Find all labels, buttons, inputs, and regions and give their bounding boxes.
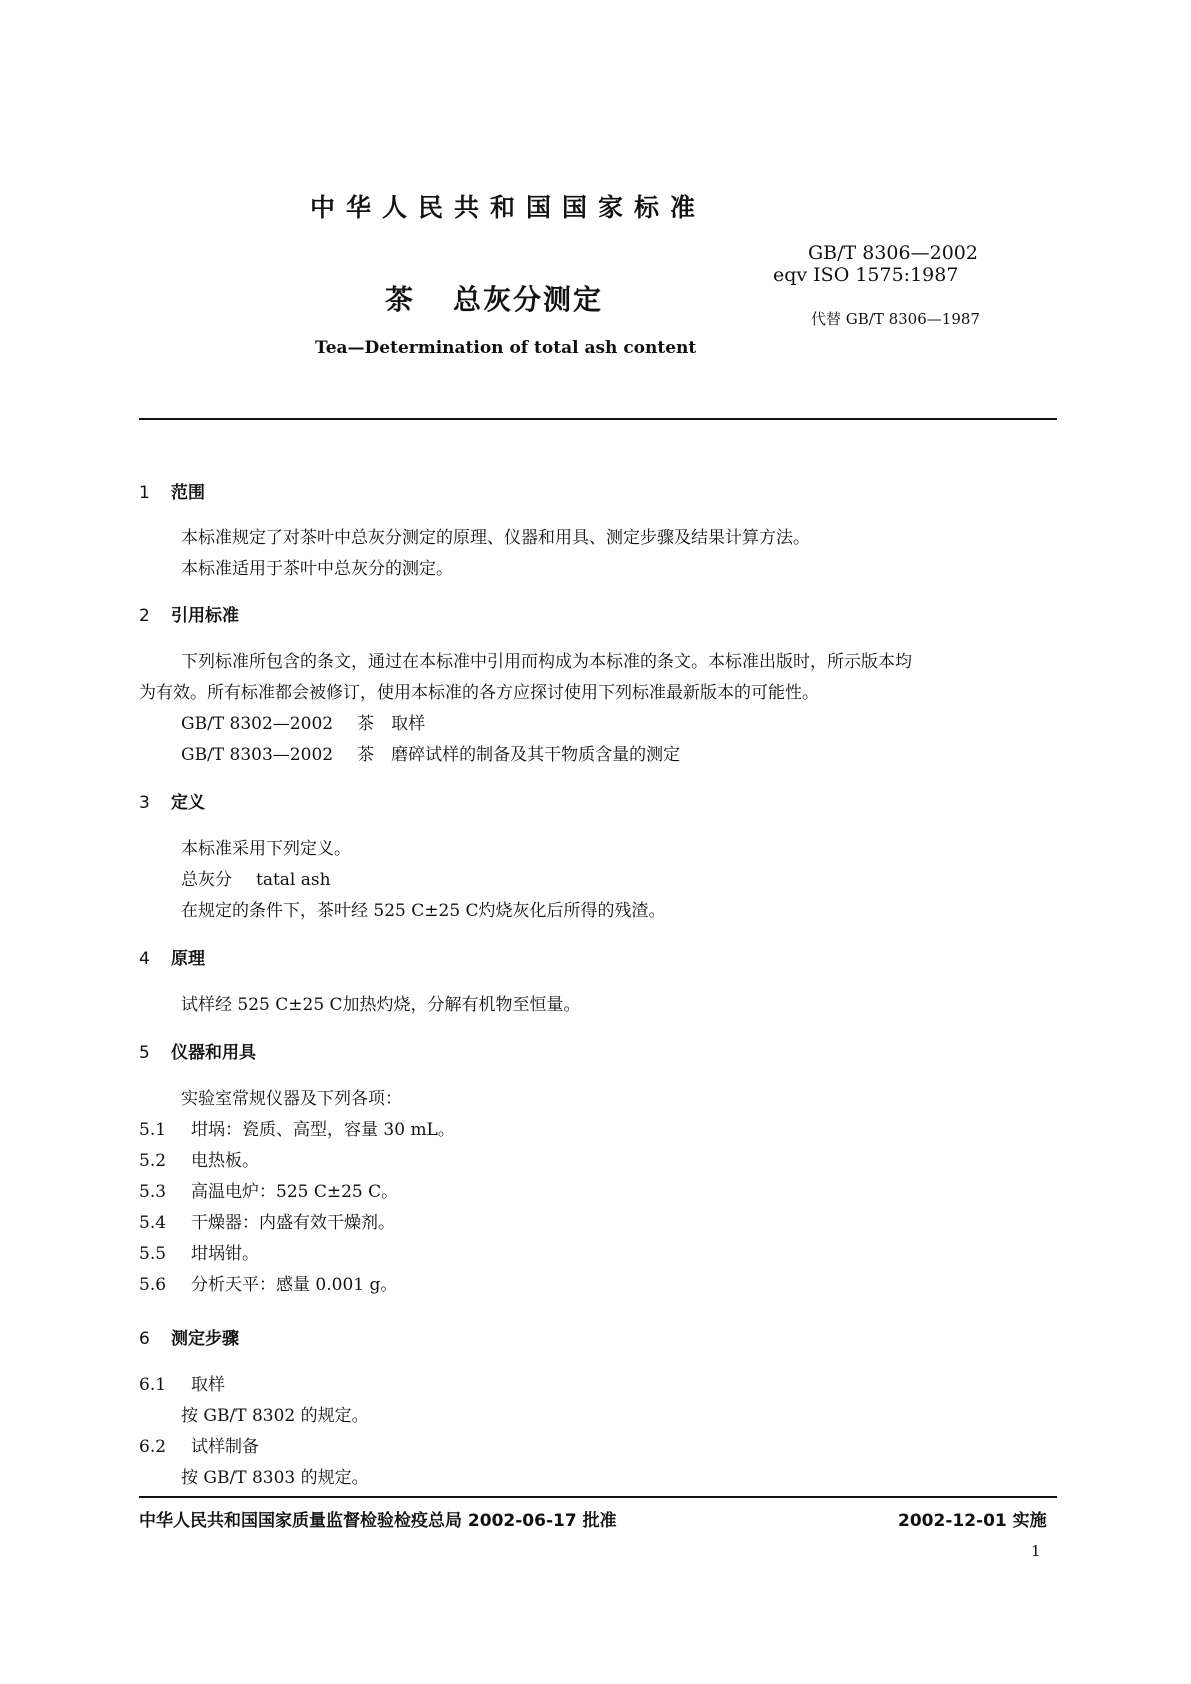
item-text: 坩埚钳。 [191, 1244, 259, 1264]
section-number: 6 [139, 1329, 150, 1349]
section-number: 4 [139, 949, 150, 969]
bottom-divider [139, 1496, 1057, 1498]
section-number: 1 [139, 483, 150, 503]
item-text: 分析天平：感量 0.001 g。 [191, 1275, 398, 1295]
reference-item-1 [181, 709, 425, 734]
item-number: 5.2 [139, 1151, 167, 1171]
document-title-part2: 总灰分测定 [453, 283, 604, 316]
subsection-number: 6.2 [139, 1437, 167, 1457]
list-item [139, 1208, 395, 1233]
section-2-heading [139, 601, 239, 626]
section-number: 5 [139, 1043, 150, 1063]
standard-number: GB/T 8306—2002 [808, 242, 978, 264]
item-number: 5.5 [139, 1244, 167, 1264]
list-item [139, 1177, 398, 1202]
item-number: 5.6 [139, 1275, 167, 1295]
list-item [139, 1239, 259, 1264]
definition-term [181, 865, 331, 890]
subsection-6-1-text: 按 GB/T 8302 的规定。 [181, 1406, 369, 1426]
item-number: 5.3 [139, 1182, 167, 1202]
section-title: 原理 [171, 949, 205, 969]
document-title-part1: 茶 [385, 283, 416, 316]
reference-title: 茶 磨碎试样的制备及其干物质含量的测定 [357, 745, 681, 765]
subsection-6-2-text: 按 GB/T 8303 的规定。 [181, 1468, 369, 1488]
section-1-paragraph-2: 本标准适用于茶叶中总灰分的测定。 [181, 559, 453, 579]
page-number: 1 [1031, 1542, 1041, 1560]
list-item [139, 1146, 259, 1171]
section-title: 定义 [171, 793, 205, 813]
definition-text: 在规定的条件下，茶叶经 525 C±25 C灼烧灰化后所得的残渣。 [181, 901, 666, 921]
item-text: 高温电炉：525 C±25 C。 [191, 1182, 399, 1202]
reference-code: GB/T 8302—2002 [181, 714, 334, 734]
reference-code: GB/T 8303—2002 [181, 745, 334, 765]
approval-authority: 中华人民共和国国家质量监督检验检疫总局 2002-06-17 批准 [139, 1511, 617, 1531]
list-item [139, 1270, 397, 1295]
item-number: 5.1 [139, 1120, 167, 1140]
subsection-title: 取样 [191, 1375, 225, 1395]
section-6-heading [139, 1324, 239, 1349]
section-3-paragraph-1: 本标准采用下列定义。 [181, 839, 351, 859]
section-4-paragraph-1: 试样经 525 C±25 C加热灼烧，分解有机物至恒量。 [181, 995, 581, 1015]
section-3-heading [139, 788, 205, 813]
section-title: 仪器和用具 [171, 1043, 256, 1063]
subsection-6-1 [139, 1370, 225, 1395]
section-2-paragraph-line-1: 下列标准所包含的条文，通过在本标准中引用而构成为本标准的条文。本标准出版时，所示版本均 [181, 652, 912, 672]
section-number: 3 [139, 793, 150, 813]
section-5-intro: 实验室常规仪器及下列各项： [181, 1089, 402, 1109]
document-title [385, 278, 603, 318]
section-4-heading [139, 944, 205, 969]
section-1-paragraph-1: 本标准规定了对茶叶中总灰分测定的原理、仪器和用具、测定步骤及结果计算方法。 [181, 528, 810, 548]
list-item [139, 1115, 455, 1140]
item-text: 坩埚：瓷质、高型，容量 30 mL。 [191, 1120, 455, 1140]
implementation-date: 2002-12-01 实施 [898, 1511, 1047, 1531]
standard-equivalent: eqv ISO 1575:1987 [773, 264, 959, 286]
item-text: 干燥器：内盛有效干燥剂。 [191, 1213, 395, 1233]
subsection-number: 6.1 [139, 1375, 167, 1395]
item-number: 5.4 [139, 1213, 167, 1233]
standard-replaces: 代替 GB/T 8306—1987 [811, 310, 980, 328]
subsection-6-2 [139, 1432, 259, 1457]
english-title: Tea—Determination of total ash content [315, 338, 697, 358]
section-title: 引用标准 [171, 606, 239, 626]
item-text: 电热板。 [191, 1151, 259, 1171]
section-number: 2 [139, 606, 150, 626]
top-divider [139, 418, 1057, 420]
term-zh: 总灰分 [181, 870, 232, 890]
term-en: tatal ash [256, 870, 331, 890]
section-title: 范围 [171, 483, 205, 503]
section-title: 测定步骤 [171, 1329, 239, 1349]
subsection-title: 试样制备 [191, 1437, 259, 1457]
section-5-heading [139, 1038, 256, 1063]
reference-item-2 [181, 740, 680, 765]
section-1-heading [139, 478, 205, 503]
section-2-paragraph-line-2: 为有效。所有标准都会被修订，使用本标准的各方应探讨使用下列标准最新版本的可能性。 [139, 683, 819, 703]
reference-title: 茶 取样 [357, 714, 426, 734]
national-standard-heading: 中华人民共和国国家标准 [310, 193, 707, 222]
